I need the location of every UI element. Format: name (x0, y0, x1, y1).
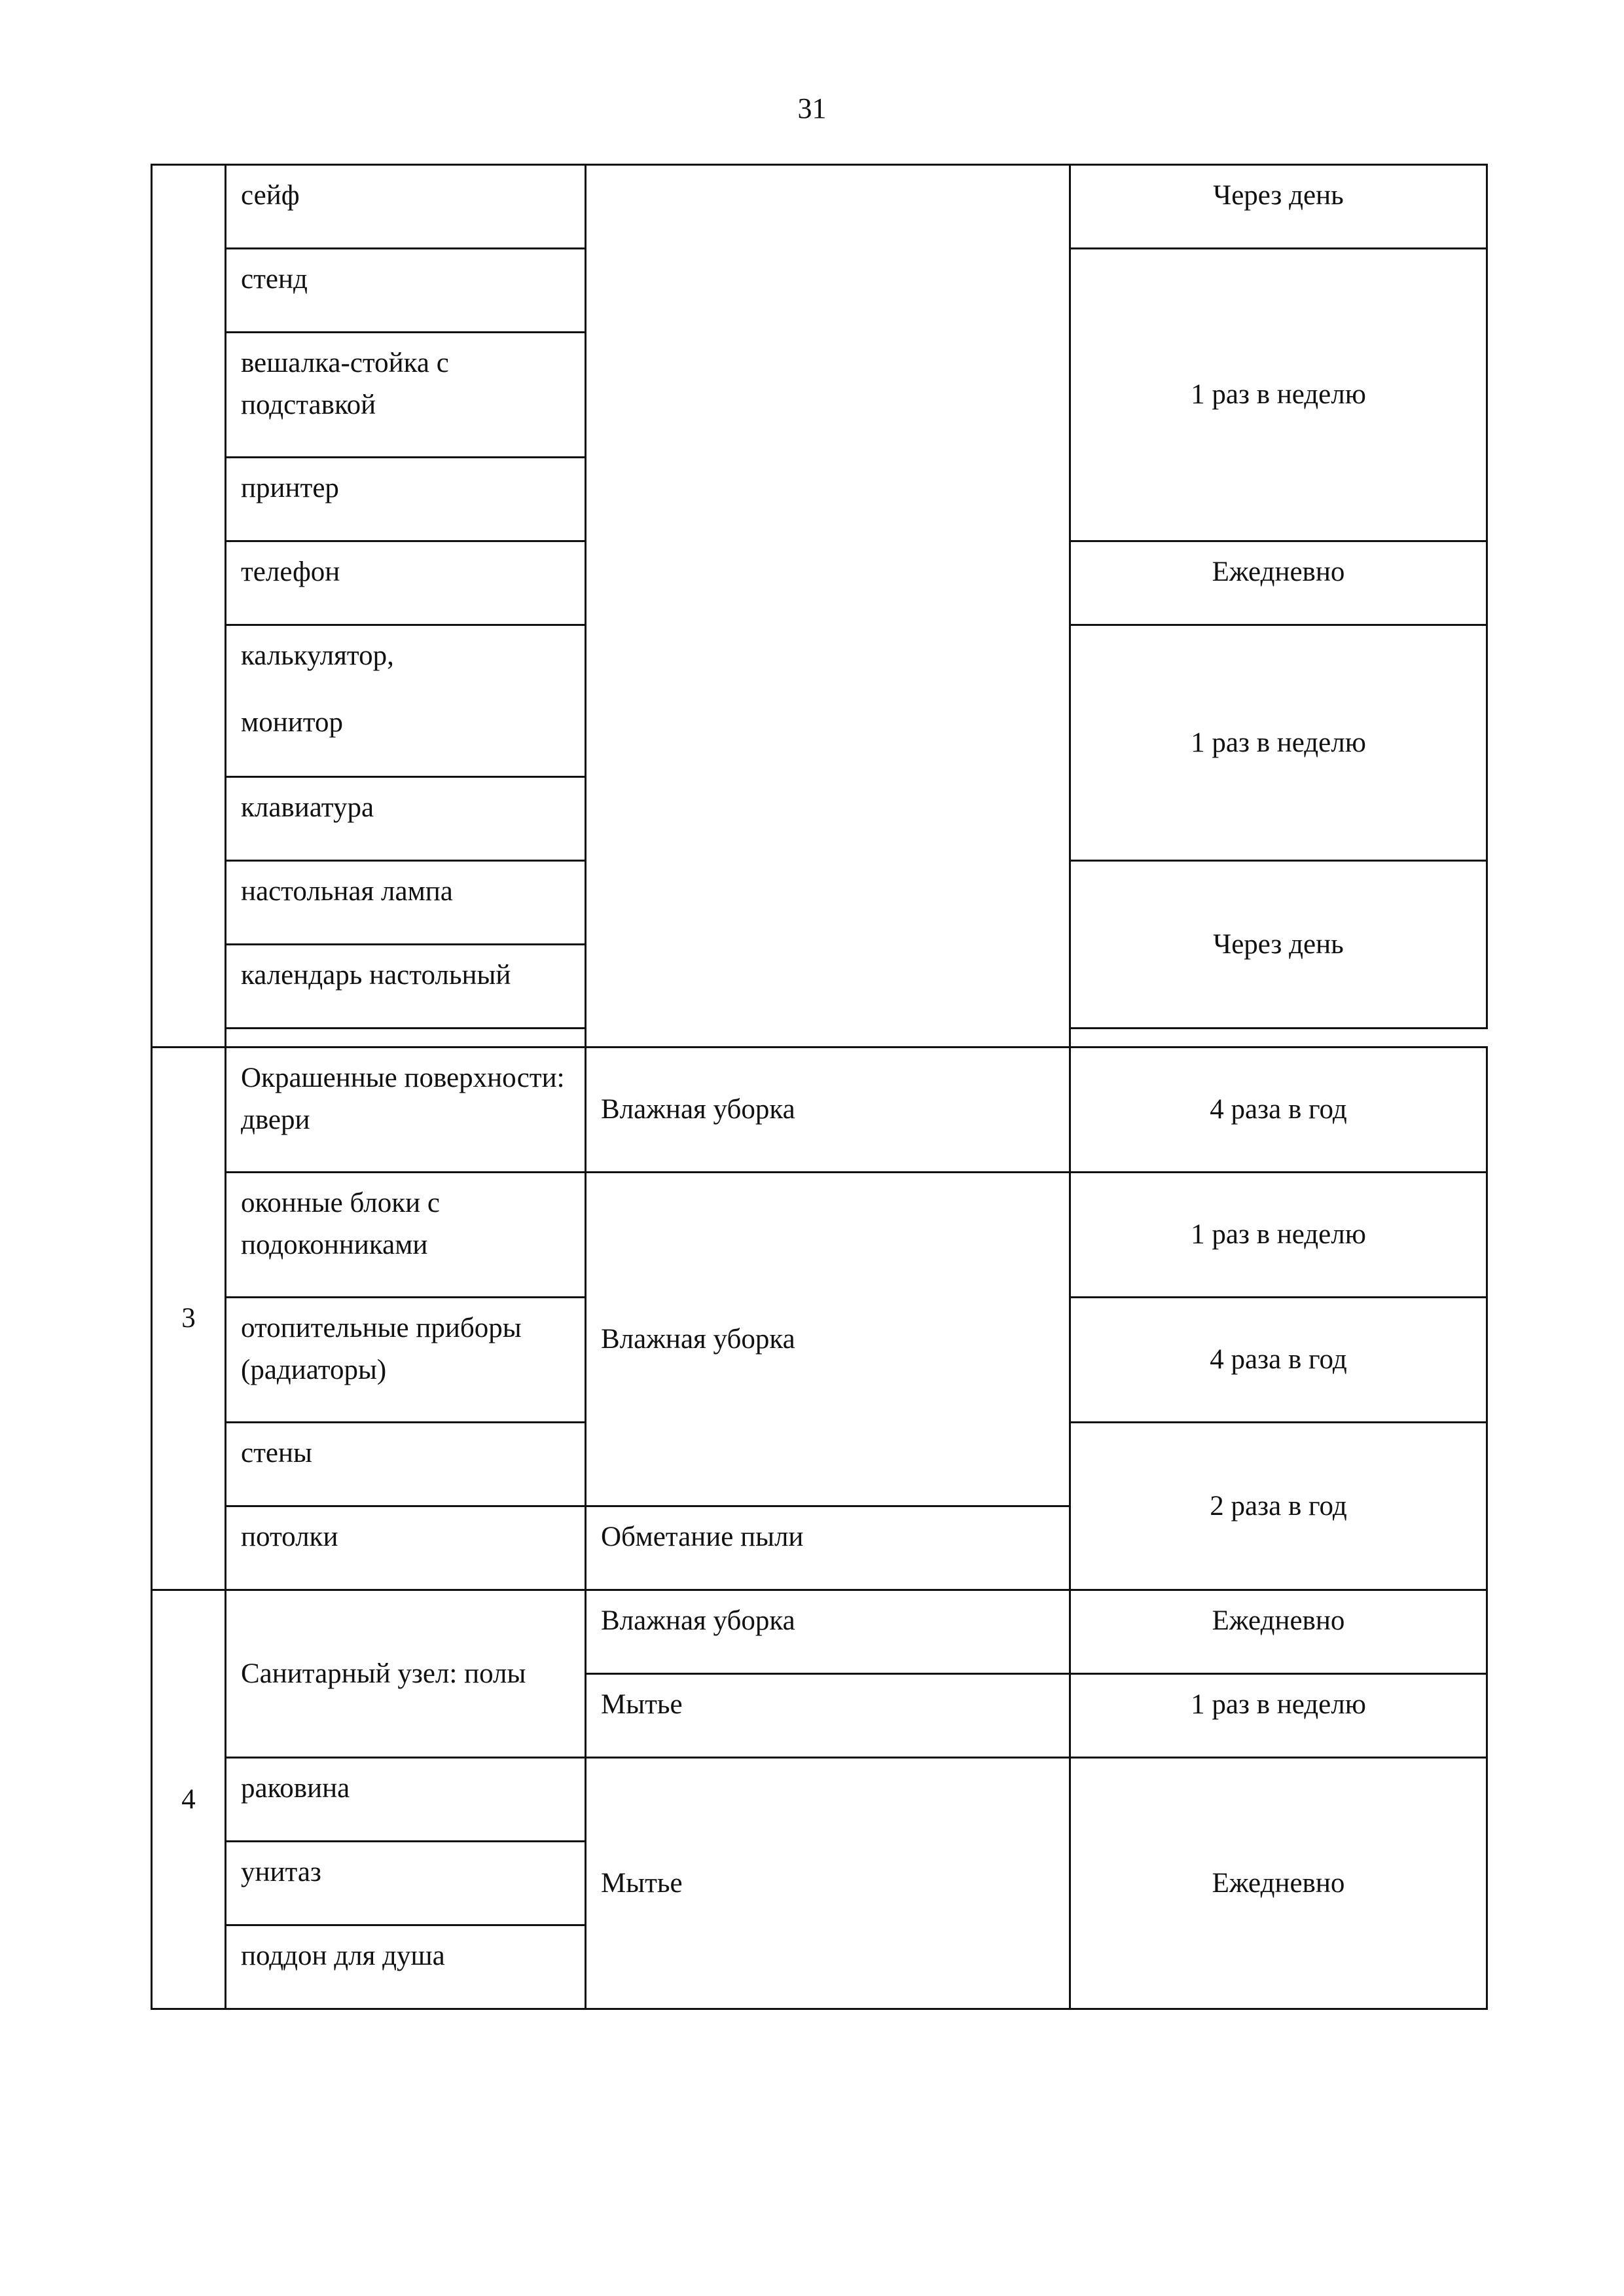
method-label: Мытье (601, 1689, 683, 1720)
frequency-label: 1 раз в неделю (1191, 727, 1366, 758)
frequency-label: 2 раза в год (1210, 1490, 1347, 1522)
item-label: поддон для душа (241, 1941, 445, 1971)
item-label: Окрашенные поверхности: двери (241, 1063, 565, 1135)
group-number-label: 4 (181, 1783, 196, 1815)
item-label: унитаз (241, 1857, 321, 1887)
frequency-label: 1 раз в неделю (1191, 1689, 1366, 1720)
frequency-label: 1 раз в неделю (1191, 379, 1366, 410)
item-label: клавиатура (241, 792, 374, 823)
method-cell (586, 1674, 1070, 1758)
frequency-label: Ежедневно (1212, 1867, 1345, 1899)
frequency-label: 4 раза в год (1210, 1344, 1347, 1375)
item-cell (226, 1842, 586, 1925)
item-label-line2: монитор (241, 707, 343, 738)
frequency-cell (1070, 1173, 1487, 1298)
method-label: Обметание пыли (601, 1522, 804, 1552)
item-cell (226, 458, 586, 541)
method-label: Влажная уборка (601, 1323, 795, 1355)
group-number (152, 1590, 226, 2009)
item-label: телефон (241, 556, 340, 587)
item-label: настольная лампа (241, 876, 453, 907)
item-cell (226, 1423, 586, 1506)
group-number-label: 3 (181, 1303, 196, 1334)
item-label: оконные блоки с подоконниками (241, 1188, 440, 1260)
page-number: 31 (797, 92, 827, 124)
frequency-cell (1070, 1423, 1487, 1590)
frequency-cell (1070, 249, 1487, 541)
group-number-cell-empty (152, 165, 226, 1048)
frequency-cell (1070, 1298, 1487, 1423)
item-cell (226, 625, 586, 777)
method-cell (586, 1590, 1070, 1674)
method-cell (586, 1048, 1070, 1173)
item-cell (226, 777, 586, 861)
frequency-cell (1070, 1048, 1487, 1173)
item-cell (226, 1590, 586, 1758)
frequency-label: Через день (1213, 180, 1344, 211)
item-label-line1: калькулятор, (241, 640, 394, 671)
item-label: календарь настольный (241, 960, 511, 991)
item-cell (226, 1925, 586, 2009)
item-cell (226, 945, 586, 1029)
item-label: стены (241, 1438, 312, 1468)
item-label: принтер (241, 473, 339, 503)
item-cell (226, 1758, 586, 1842)
frequency-label: Ежедневно (1212, 1605, 1345, 1636)
cleaning-schedule-table (151, 164, 1488, 2010)
frequency-cell (1070, 1590, 1487, 1674)
method-cell (586, 1758, 1070, 2009)
method-cell (586, 1173, 1070, 1506)
item-label: вешалка-стойка с подставкой (241, 348, 449, 420)
frequency-cell (1070, 165, 1487, 249)
frequency-label: Через день (1213, 928, 1344, 960)
method-cell (586, 1506, 1070, 1590)
item-cell (226, 541, 586, 625)
frequency-cell (1070, 625, 1487, 861)
item-cell (226, 249, 586, 333)
item-cell (226, 333, 586, 458)
frequency-cell (1070, 861, 1487, 1029)
item-label: отопительные приборы (радиаторы) (241, 1313, 522, 1385)
item-label: стенд (241, 264, 308, 295)
method-label: Влажная уборка (601, 1094, 795, 1125)
frequency-label: 4 раза в год (1210, 1094, 1347, 1125)
frequency-cell (1070, 1758, 1487, 2009)
item-label: потолки (241, 1522, 338, 1552)
item-label: Санитарный узел: полы (241, 1658, 526, 1689)
item-cell (226, 1173, 586, 1298)
item-cell (226, 1298, 586, 1423)
item-cell (226, 1048, 586, 1173)
frequency-label: Ежедневно (1212, 556, 1345, 587)
item-label: раковина (241, 1773, 350, 1804)
method-label: Мытье (601, 1867, 683, 1899)
group-number (152, 1048, 226, 1590)
item-label: сейф (241, 180, 300, 211)
frequency-label: 1 раз в неделю (1191, 1219, 1366, 1250)
item-cell (226, 861, 586, 945)
item-cell (226, 165, 586, 249)
method-cell-empty (586, 165, 1070, 1048)
frequency-cell (1070, 1674, 1487, 1758)
item-cell (226, 1506, 586, 1590)
frequency-cell (1070, 541, 1487, 625)
method-label: Влажная уборка (601, 1605, 795, 1636)
